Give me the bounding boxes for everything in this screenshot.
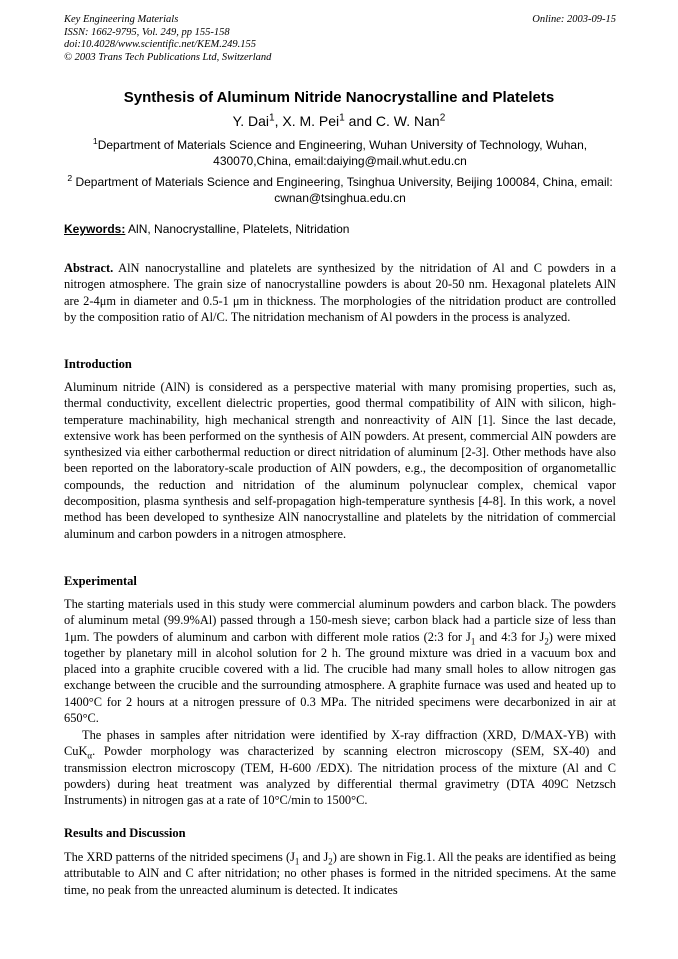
paper-title: Synthesis of Aluminum Nitride Nanocrystalline and Platelets: [123, 89, 555, 106]
journal-header: [64, 14, 271, 64]
doi-line: doi:10.4028/www.scientific.net/KEM.249.155: [64, 39, 256, 50]
introduction-paragraph: Aluminum nitride (AlN) is considered as a perspective material with many promising properties, such as, thermal conductivity, excellent dielectric properties, good thermal compatibility of AlN with silicon, high-temperature machinability, high mechanical strength and nonreactivity of AlN [1]. Since the last decade, extensive work has been performed on the synthesis of AlN powders. At present, commercial AlN powders are synthesized via either carbothermal reduction or direct nitridation of aluminum [2-3]. Other methods have also been reported on the laboratory-scale production of AlN powders, e.g., the decomposition of organometallic compounds, the reduction and nitridation of the aluminum polynuclear complex, chemical vapor decomposition, plasma synthesis and self-propagation high-temperature synthesis [4-8]. In this work, a novel method has been developed to synthesize AlN nanocrystalline and platelets by the nitridation of commercial aluminum and carbon powders in a nitrogen atmosphere.: [64, 380, 616, 541]
author-list: [0, 113, 678, 129]
text-run: and 4:3 for J: [475, 629, 545, 644]
affiliation-marker: 1: [268, 112, 275, 124]
affiliation-marker: 1: [92, 136, 98, 146]
section-heading-introduction: Introduction: [64, 357, 132, 371]
results-paragraph: [64, 849, 616, 898]
experimental-paragraph-1: [64, 596, 616, 726]
keywords-text: AlN, Nanocrystalline, Platelets, Nitridation: [125, 222, 350, 236]
subscript: 2: [544, 636, 549, 647]
abstract-text: AlN nanocrystalline and platelets are synthesized by the nitridation of Al and C powders in a nitrogen atmosphere. The grain size of nanocrystalline powders is about 20-50 nm. Hexagonal platelets AlN are 2-4μm in diameter and 0.5-1 μm in thickness. The morphologies of the nitridation product are controlled by the composition ratio of Al/C. The nitridation mechanism of Al powders in the process is analyzed.: [64, 261, 616, 324]
journal-name: Key Engineering Materials: [64, 14, 179, 25]
text-run: and J: [299, 850, 329, 864]
experimental-paragraph-2: [64, 727, 616, 808]
affiliation-marker: 1: [339, 112, 345, 124]
affiliation-marker: 2: [67, 173, 73, 183]
keywords: [64, 222, 616, 236]
text-run: ) were mixed together by planetary mill in alcohol solution for 2 h. The ground mixture was dried in a vacuum box and placed into a graphite crucible covered with a lid. The crucible had many small holes to allow nitrogen gas exchange between the crucible and the surrounding atmosphere. A graphite furnace was used and heated up to 1400°C for 2 hours at a nitrogen pressure of 0.3 MPa. The nitrided specimens were decarbonized in air at 650°C.: [64, 629, 616, 726]
subscript: 1: [470, 636, 476, 647]
text-run: . Powder morphology was characterized by scanning electron microscopy (SEM, SX-40) and transmission electron microscopy (TEM, H-600 /EDX). The nitridation process of the mixture (Al and C powders) during heat treatment was analyzed by differential thermal gravimetry (DTA 409C Netzsch Instruments) in nitrogen gas at a rate of 10°C/min to 1500°C.: [64, 744, 616, 808]
abstract-label: Abstract.: [64, 261, 114, 275]
text-run: The XRD patterns of the nitrided specimens (J: [64, 850, 295, 864]
author-name: and C. W. Nan: [344, 113, 440, 129]
keywords-label: Keywords:: [64, 222, 126, 236]
abstract: [64, 260, 616, 325]
affiliation-marker: 2: [439, 112, 446, 124]
author-name: , X. M. Pei: [274, 113, 340, 129]
affiliation-text: Department of Materials Science and Engineering, Wuhan University of Technology, Wuhan, 430070,China, email:daiying@mail.whut.edu.cn: [97, 138, 588, 168]
subscript: α: [87, 750, 93, 761]
text-run: The phases in samples after nitridation were identified by X-ray diffraction (XRD, D/MAX-YB) with CuK: [64, 728, 616, 759]
text-run: The starting materials used in this study were commercial aluminum powders and carbon black. The powders of aluminum metal (99.9%Al) passed through a 150-mesh sieve; carbon black had a particle size of less than 1μm. The powders of aluminum and carbon with different mole ratios (2:3 for J: [64, 597, 616, 644]
affiliation-text: Department of Materials Science and Engineering, Tsinghua University, Beijing 100084, China, email: cwnan@tsinghua.edu.cn: [72, 175, 613, 205]
subscript: 1: [294, 856, 300, 867]
text-run: ) are shown in Fig.1. All the peaks are identified as being attributable to AlN and C after nitridation; no other phases is formed in the nitrided specimens. At the same time, no peak from the unreacted aluminum is detected. It indicates: [64, 850, 616, 897]
section-heading-results: Results and Discussion: [64, 826, 186, 840]
subscript: 2: [328, 856, 333, 867]
affiliation-2: [64, 174, 616, 206]
author-name: Y. Dai: [232, 113, 269, 129]
affiliation-1: [64, 137, 616, 169]
copyright-line: © 2003 Trans Tech Publications Ltd, Switzerland: [64, 51, 272, 63]
issn-line: ISSN: 1662-9795, Vol. 249, pp 155-158: [64, 26, 230, 38]
section-heading-experimental: Experimental: [64, 574, 137, 588]
online-date: Online: 2003-09-15: [532, 14, 616, 25]
